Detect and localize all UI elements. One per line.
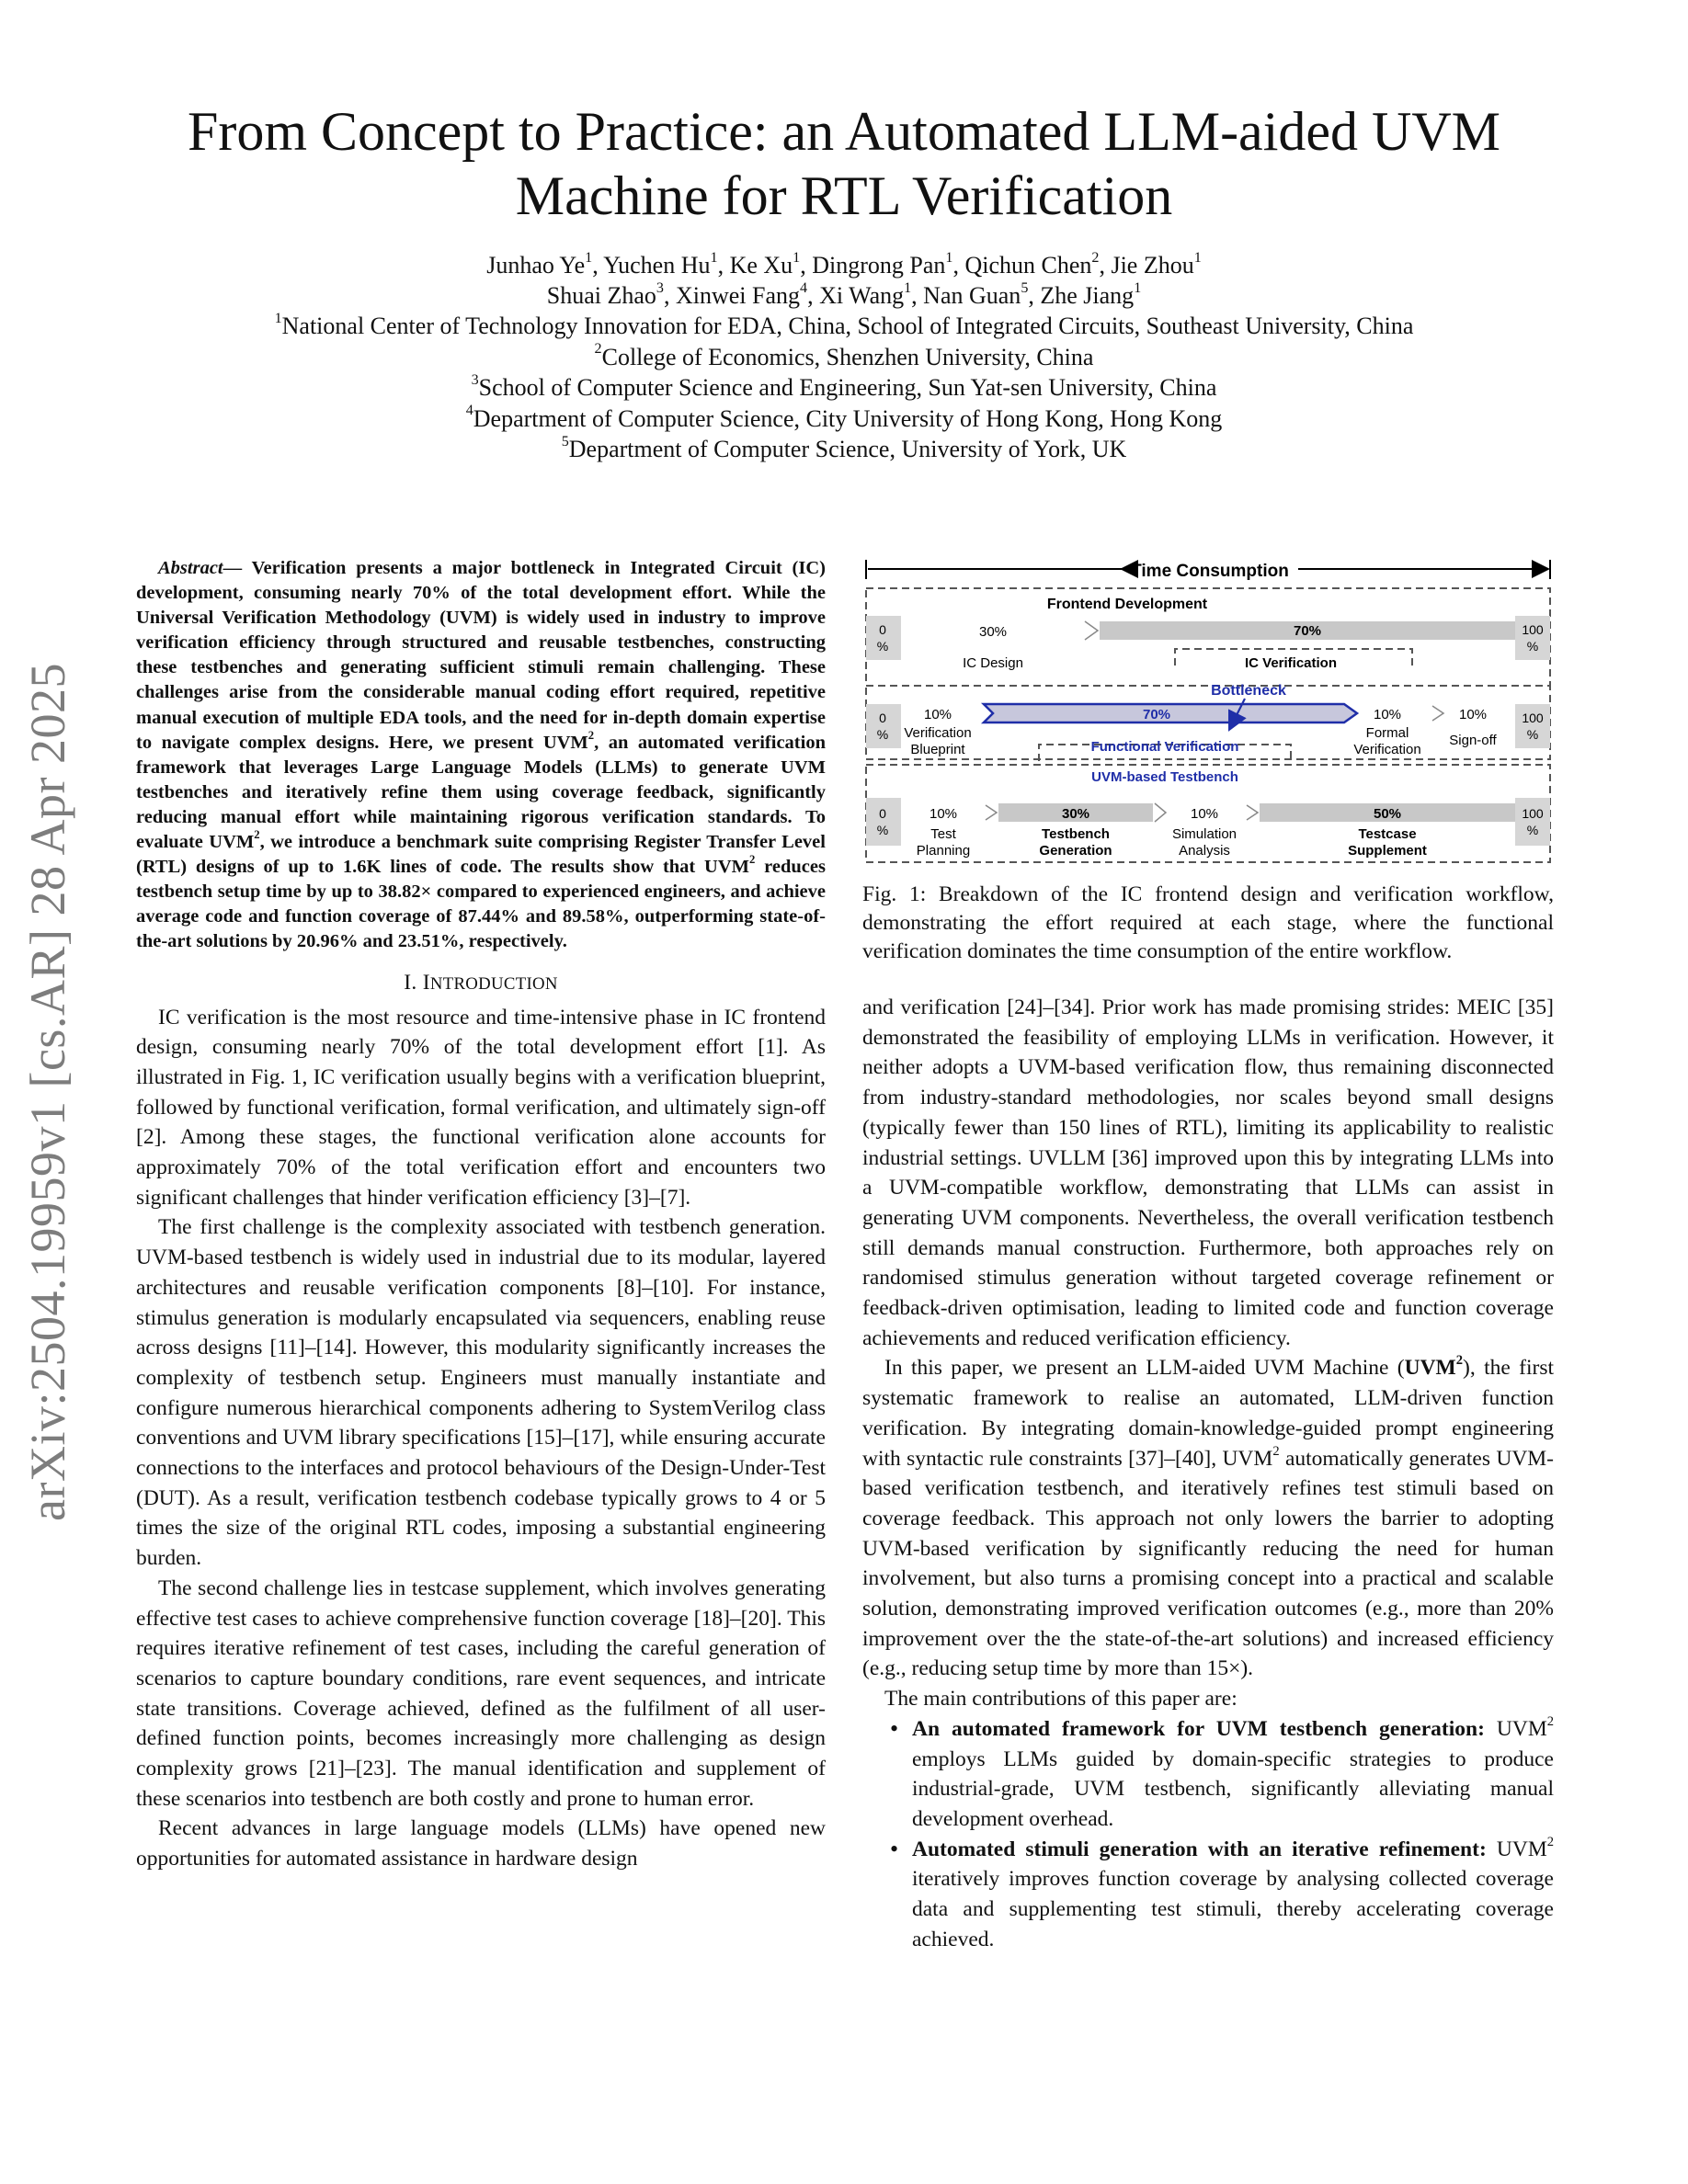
author-list (0, 250, 1688, 311)
figure-svg (862, 557, 1554, 866)
author-separator: , (1028, 282, 1041, 309)
row2-right-edge-value: 100 (1522, 711, 1544, 725)
paper-title-line: Machine for RTL Verification (515, 165, 1173, 226)
row3-segment-label: Generation (1039, 843, 1112, 859)
author-separator: , (717, 252, 730, 279)
author-affiliation-marker: 2 (1091, 249, 1100, 266)
author-affiliation-marker: 1 (793, 249, 801, 266)
row3-segment-label: Testbench (1042, 826, 1110, 842)
author-line (0, 250, 1688, 280)
author-name: Qichun Chen (964, 252, 1092, 279)
row2-segment-percent: 70% (1142, 707, 1171, 722)
author-name: Dingrong Pan (812, 252, 946, 279)
right-column (862, 993, 1554, 1955)
author-name: Ke Xu (729, 252, 793, 279)
body-paragraph: The second challenge lies in testcase supplement, which involves generating effective test cases to achieve comprehensive function coverage [18]–[20]. This requires iterative refinement of test cases, including the careful generation of scenarios to capture boundary conditions, rare event sequences, and intricate state transitions. Coverage achieved, defined as the fulfilment of all user-defined function points, becomes increasingly more challenging as design complexity grows [21]–[23]. The manual identification and supplement of these scenarios into testbench are both costly and prone to human error. (136, 1575, 826, 1811)
row1-left-edge-value: 0 (879, 622, 886, 637)
contribution-item (912, 1714, 1554, 1835)
affiliation-text: College of Economics, Shenzhen University, China (601, 343, 1094, 370)
author-separator: , (911, 282, 924, 309)
row3-chevron (986, 805, 997, 820)
left-column (136, 556, 826, 1874)
author-affiliation-marker: 1 (945, 249, 953, 266)
row2-segment-label: Verification (1353, 742, 1421, 757)
row1-left-edge-unit: % (876, 639, 889, 654)
affiliation-text: School of Computer Science and Engineering, Sun Yat-sen University, China (478, 374, 1217, 401)
superscript: 2 (749, 853, 756, 867)
row3-left-edge-unit: % (876, 823, 889, 837)
author-separator: , (800, 252, 813, 279)
author-affiliation-marker: 1 (1193, 249, 1202, 266)
row1-segment-label: IC Design (963, 655, 1023, 671)
affiliation-marker: 1 (274, 310, 282, 326)
arxiv-identifier-stamp: arXiv:2504.19959v1 [cs.AR] 28 Apr 2025 (20, 663, 75, 1521)
author-affiliation-marker: 4 (800, 279, 808, 296)
contribution-name: UVM (1496, 1837, 1547, 1861)
frontend-development-label: Frontend Development (1046, 597, 1208, 612)
row3-right-edge-unit: % (1526, 823, 1539, 837)
affiliation-marker: 5 (561, 433, 569, 449)
row3-chevron (1155, 803, 1166, 822)
author-affiliation-marker: 1 (710, 249, 718, 266)
row2-right-edge-unit: % (1526, 727, 1539, 742)
row2-segment-percent: 10% (1373, 707, 1402, 722)
author-separator: , (952, 252, 965, 279)
contribution-text: iteratively improves function coverage by analysing collected coverage data and supplementing test stimuli, thereby accelerating coverage achieved. (912, 1867, 1554, 1951)
affiliation-text: National Center of Technology Innovation for EDA, China, School of Integrated Circuits, Southeast University, China (281, 313, 1414, 339)
body-paragraph: Recent advances in large language models (LLMs) have opened new opportunities for automated assistance in hardware design (136, 1816, 826, 1871)
affiliation (0, 404, 1688, 435)
author-affiliation-marker: 1 (1134, 279, 1142, 296)
abstract-dash: — (222, 558, 252, 578)
affiliation-marker: 3 (471, 371, 479, 388)
author-name: Jie Zhou (1111, 252, 1194, 279)
author-name: Zhe Jiang (1040, 282, 1135, 309)
figure-header: Time Consumption (1131, 562, 1289, 581)
superscript: 2 (1546, 1834, 1554, 1849)
author-affiliation-marker: 3 (656, 279, 664, 296)
row2-left-edge-unit: % (876, 727, 889, 742)
row3-chevron (1247, 805, 1258, 820)
superscript: 2 (587, 728, 595, 742)
superscript: 2 (254, 828, 260, 842)
abstract-text: , we introduce a benchmark suite comprising Register Transfer Level (RTL) designs of up to 1.6K lines of code. The results show that UVM (136, 832, 826, 878)
contribution-name: UVM (1496, 1716, 1547, 1741)
row2-segment-percent: 10% (923, 707, 952, 722)
title-block (0, 99, 1688, 465)
row1-right-edge-unit: % (1526, 639, 1539, 654)
row3-segment-percent: 10% (929, 806, 958, 822)
author-affiliation-marker: 1 (904, 279, 912, 296)
row1-segment-label: IC Verification (1244, 655, 1338, 671)
section-title-rest: NTRODUCTION (429, 973, 558, 994)
affiliation (0, 372, 1688, 404)
abstract-text: , an automated verification framework that leverages Large Language Models (LLMs) to generate UVM testbenches and iteratively refine them using coverage feedback, significantly reducing manual effort while maintaining rigorous verification standards. To evaluate UVM (136, 732, 826, 853)
row2-segment-label: Verification (904, 725, 972, 741)
author-affiliation-marker: 5 (1021, 279, 1029, 296)
row2-segment-label: Sign-off (1449, 733, 1497, 748)
author-separator: , (592, 252, 604, 279)
row3-left-edge (866, 798, 901, 846)
author-name: Shuai Zhao (546, 282, 656, 309)
row3-segment-label: Supplement (1348, 843, 1427, 859)
paper-title-line: From Concept to Practice: an Automated LLM-aided UVM (187, 101, 1501, 162)
body-paragraph: The first challenge is the complexity associated with testbench generation. UVM-based testbench is widely used in industrial due to its modular, layered architectures and reusable verification components [8]–[10]. For instance, stimulus generation is modularly encapsulated via sequencers, enabling reuse across designs [11]–[14]. However, this modularity significantly increases the complexity of testbench setup. Engineers must manually instantiate and configure numerous hierarchical components adhering to SystemVerilog class conventions and UVM library specifications [15]–[17], while ensuring accurate connections to the interfaces and protocol behaviours of the Design-Under-Test (DUT). As a result, verification testbench codebase typically grows to 4 or 5 times the size of the original RTL codes, imposing a substantial engineering burden. (136, 1215, 826, 1571)
contributions-intro: The main contributions of this paper are: (884, 1687, 1237, 1712)
affiliation-list (0, 311, 1688, 465)
affiliation-text: Department of Computer Science, University of York, UK (568, 436, 1127, 462)
body-paragraph-contribution-intro (862, 1353, 1554, 1684)
row2-segment-label: Blueprint (910, 742, 965, 757)
row3-segment-label: Planning (916, 843, 971, 859)
row3-segment-percent: 10% (1190, 806, 1219, 822)
contributions-list (862, 1714, 1554, 1955)
row3-right-edge (1515, 798, 1550, 846)
paragraph-text: automatically generates UVM-based verification testbench, and iteratively refines test stimuli based on coverage feedback. This approach not only lowers the barrier to adopting UVM-based verification by significantly reducing the need for human involvement, but also turns a promising concept into a practical and scalable solution, demonstrating improved verification outcomes (e.g., more than 20% improvement over the the state-of-the-art solutions) and increased efficiency (e.g., reducing setup time by more than 15×). (862, 1446, 1555, 1681)
paragraph-text: In this paper, we present an LLM-aided UVM Machine ( (884, 1356, 1405, 1381)
author-separator: , (807, 282, 820, 309)
row2-segment-label: Formal (1365, 725, 1409, 741)
row1-segment-percent: 30% (978, 624, 1008, 640)
figure-caption: Fig. 1: Breakdown of the IC frontend design and verification workflow, demonstrating the effort required at each stage, where the functional verification dominates the time consumption of the entire workflow. (862, 882, 1554, 963)
contribution-title: An automated framework for UVM testbench generation: (912, 1716, 1485, 1741)
body-paragraph: and verification [24]–[34]. Prior work has made promising strides: MEIC [35] demonstrated the feasibility of employing LLMs in verification. However, it neither adopts a UVM-based verification flow, thus remaining disconnected from industry-standard methodologies, nor scales beyond small designs (typically fewer than 150 lines of RTL), limiting its applicability to realistic industrial settings. UVLLM [36] improved upon this by integrating LLMs into a UVM-compatible workflow, demonstrating that LLMs can assist in generating UVM components. Nevertheless, the overall verification testbench still demands manual construction. Furthermore, both approaches rely on randomised stimulus generation without targeted coverage refinement or feedback-driven optimisation, leading to limited code and function coverage achievements and reduced verification efficiency. (862, 995, 1554, 1350)
uvm-testbench-label: UVM-based Testbench (1091, 769, 1238, 785)
row2-left-edge-value: 0 (879, 711, 886, 725)
row3-left-edge-value: 0 (879, 806, 886, 821)
contribution-text: employs LLMs guided by domain-specific strategies to produce industrial-grade, UVM testbench, significantly alleviating manual development overhead. (912, 1746, 1554, 1831)
author-name: Nan Guan (923, 282, 1021, 309)
row3-segment-label: Test (930, 826, 956, 842)
row2-segment-percent: 10% (1458, 707, 1488, 722)
row2-chevron (1432, 706, 1443, 721)
abstract-text: reduces testbench setup time by up to 38.82× compared to experienced engineers, and achieve average code and function coverage of 87.44% and 89.58%, outperforming state-of-the-art solutions by 20.96% and 23.51%, respectively. (136, 857, 826, 952)
affiliation (0, 342, 1688, 373)
body-paragraph: IC verification is the most resource and time-intensive phase in IC frontend design, consuming nearly 70% of the total development effort [1]. As illustrated in Fig. 1, IC verification usually begins with a verification blueprint, followed by functional verification, formal verification, and ultimately sign-off [2]. Among these stages, the functional verification alone accounts for approximately 70% of the total verification effort and encounters two significant challenges that hinder verification efficiency [3]–[7]. (136, 1005, 826, 1210)
section-number: I. (404, 970, 423, 995)
affiliation-text: Department of Computer Science, City University of Hong Kong, Hong Kong (473, 404, 1223, 432)
contribution-item (912, 1835, 1554, 1955)
author-name: Junhao Ye (486, 252, 586, 279)
author-affiliation-marker: 1 (585, 249, 593, 266)
row3-segment-percent: 30% (1061, 806, 1090, 822)
abstract (136, 556, 826, 955)
author-line (0, 280, 1688, 311)
superscript: 2 (1455, 1353, 1463, 1369)
affiliation (0, 434, 1688, 465)
paper-title (0, 99, 1688, 228)
abstract-text: Verification presents a major bottleneck in Integrated Circuit (IC) development, consuming nearly 70% of the total development effort. While the Universal Verification Methodology (UVM) is widely used in industry to improve verification efficiency through structured and reusable testbenches, constructing these testbenches and generating sufficient stimuli remain challenging. These challenges arise from the considerable manual coding effort required, repetitive manual execution of multiple EDA tools, and the need for in-depth domain expertise to navigate complex designs. Here, we present UVM (136, 558, 826, 753)
affiliation-marker: 2 (594, 341, 602, 358)
author-separator: , (1099, 252, 1112, 279)
row1-chevron (1085, 621, 1098, 640)
row1-right-edge-value: 100 (1522, 622, 1544, 637)
affiliation-marker: 4 (465, 403, 473, 419)
contribution-title: Automated stimuli generation with an iterative refinement: (912, 1837, 1487, 1861)
author-separator: , (663, 282, 676, 309)
affiliation (0, 311, 1688, 342)
figure-1-time-consumption (862, 557, 1554, 866)
author-name: Xinwei Fang (675, 282, 801, 309)
superscript: 2 (1272, 1443, 1280, 1459)
section-title-initial: I (422, 970, 430, 995)
row3-segment-label: Testcase (1358, 826, 1417, 842)
row1-segment-percent: 70% (1293, 623, 1322, 639)
row2-segment-label: Functional Verification (1090, 739, 1239, 755)
author-name: Yuchen Hu (603, 252, 711, 279)
uvm2-name (1404, 1353, 1463, 1381)
row3-right-edge-value: 100 (1522, 806, 1544, 821)
bottleneck-label: Bottleneck (1211, 683, 1286, 699)
section-heading-introduction (136, 968, 826, 999)
row3-segment-percent: 50% (1373, 806, 1402, 822)
superscript: 2 (1546, 1713, 1555, 1729)
paragraph-text: ), the first systematic framework to realise an automated, LLM-driven function verification. By integrating domain-knowledge-guided prompt engineering with syntactic rule constraints [37]–[40], UVM (862, 1356, 1554, 1471)
row3-segment-label: Simulation (1171, 826, 1237, 842)
abstract-label: Abstract (158, 558, 223, 578)
author-name: Xi Wang (819, 282, 905, 309)
uvm2-name-text: UVM (1404, 1356, 1456, 1381)
row3-segment-label: Analysis (1179, 843, 1230, 859)
